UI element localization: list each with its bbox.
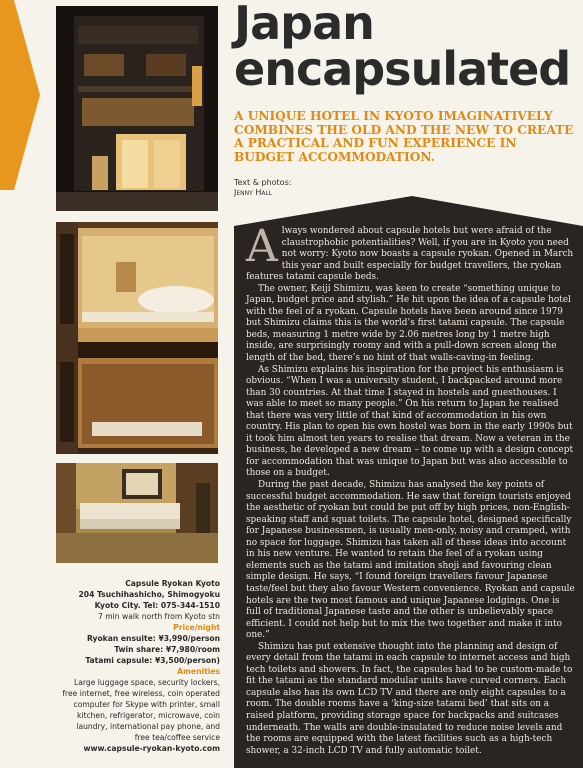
credit-label: Text & photos:: [234, 178, 292, 187]
tatami-room-photo: [56, 463, 218, 563]
amenities-heading: Amenities: [177, 667, 220, 676]
hotel-exterior-photo: [56, 6, 218, 211]
hotel-website-link[interactable]: www.capsule-ryokan-kyoto.com: [83, 744, 220, 753]
capsule-bunks-photo: [56, 222, 218, 454]
body-paragraph-4: During the past decade, Shimizu has analysed the key points of successful budget accommodation. He saw that foreign tourists enjoyed the aesthetic of ryokan but could be put off by high prices, non-English-speaking staff and squat toilets. The capsule hotel, designed specifically for Japanese businessmen, is usually men-only, noisy and cramped, with no space for luggage. Shimizu has taken all of these ideas into account in his new venture. He wanted to retain the feel of a ryokan using elements such as the tatami and imitation shoji and favouring clean simple design. He says, “I found foreign travellers favour Japanese taste/feel but they also favour Western convenience. Ryokan and capsule hotels are the two most famous and unique Japanese lodgings. One is full of traditional Japanese taste and the other is unbelievably space efficient. I could not help but to mix the two together and make it into one.”: [246, 480, 575, 641]
credit-name: Jenny Hall: [234, 188, 273, 197]
article-body: [246, 221, 575, 757]
price-twin-share: Twin share: ¥7,980/room: [114, 645, 220, 654]
body-paragraph-2: The owner, Keiji Shimizu, was keen to create “something unique to Japan, budget price and stylish.” He hit upon the idea of a capsule hotel with the feel of a ryokan. Capsule hotels have been around since 1979 but Shimizu claims this is the world’s first tatami capsule. The capsule beds, measuring 1 metre wide by 2.06 metres long by 1 metre high inside, are surprisingly roomy and with a pull-down screen along the length of the bed, there’s no hint of that walls-caving-in feeling.: [246, 283, 571, 364]
price-ryokan-ensuite: Ryokan ensuite: ¥3,990/person: [87, 634, 220, 643]
hotel-address-line-2: Kyoto City. Tel: 075-344-1510: [94, 601, 220, 610]
drop-cap: A: [246, 221, 278, 272]
price-tatami-capsule: Tatami capsule: ¥3,500/person): [85, 656, 220, 665]
amenities-list: Large luggage space, security lockers, free internet, free wireless, coin operated computer for Skype with printer, small kitchen, refrigerator, microwave, coin laundry, international pay phone, and free tea/coffee service: [62, 678, 220, 742]
article-body-panel: [234, 196, 583, 768]
hotel-name: Capsule Ryokan Kyoto: [125, 579, 220, 588]
photo-credit: [234, 178, 291, 198]
hotel-address-line-1: 204 Tsuchihashicho, Shimogyoku: [78, 590, 220, 599]
hotel-info-box: [60, 578, 220, 754]
title-line-1: Japan: [234, 0, 374, 50]
body-paragraph-3: As Shimizu explains his inspiration for the project his enthusiasm is obvious. “When I was a university student, I backpacked around more than 30 countries. At that time I stayed in hostels and guesthouses. I was able to meet so many people.” On his return to Japan he realised that there was very little of that kind of accommodation in his own country. His plan to open his own hostel was born in the early 1990s but it took him almost ten years to realise that dream. Now a veteran in the business, he developed a new dream – to come up with a design concept for accommodation that was unique to Japan but was also accessible to those on a budget.: [246, 364, 574, 479]
body-paragraph-5: Shimizu has put extensive thought into the planning and design of every detail from the tatami in each capsule to internet access and high tech toilets and showers. In fact, the capsules had to be custom-made to fit the tatami as the standard modular units have curved corners. Each capsule also has its own LCD TV and there are only eight capsules to a room. The double rooms have a ‘king-size tatami bed’ that sits on a raised platform, providing storage space for backpacks and suitcases underneath. The walls are double-insulated to reduce noise levels and the rooms are equipped with the latest facilities such as a high-tech shower, a 32-inch LCD TV and fully automatic toilet.: [246, 641, 573, 756]
hotel-walk-directions: 7 min walk north from Kyoto stn: [98, 612, 220, 621]
body-paragraph-1-text: lways wondered about capsule hotels but were afraid of the claustrophobic potentialities? Well, if you are in Kyoto you need not worry: Kyoto now boasts a capsule ryokan. Opened in March this year and built especially for budget travellers, the ryokan features tatami capsule beds.: [246, 226, 574, 283]
section-tab-marker: [0, 0, 40, 190]
article-title: [234, 0, 571, 96]
body-paragraph-1: [246, 221, 575, 284]
title-line-2: encapsulated: [234, 42, 571, 96]
article-standfirst: A UNIQUE HOTEL IN KYOTO IMAGINATIVELY COMBINES THE OLD AND THE NEW TO CREATE A PRACTICAL AND FUN EXPERIENCE IN BUDGET ACCOMMODATION.: [234, 109, 574, 164]
price-heading: Price/night: [173, 623, 220, 632]
